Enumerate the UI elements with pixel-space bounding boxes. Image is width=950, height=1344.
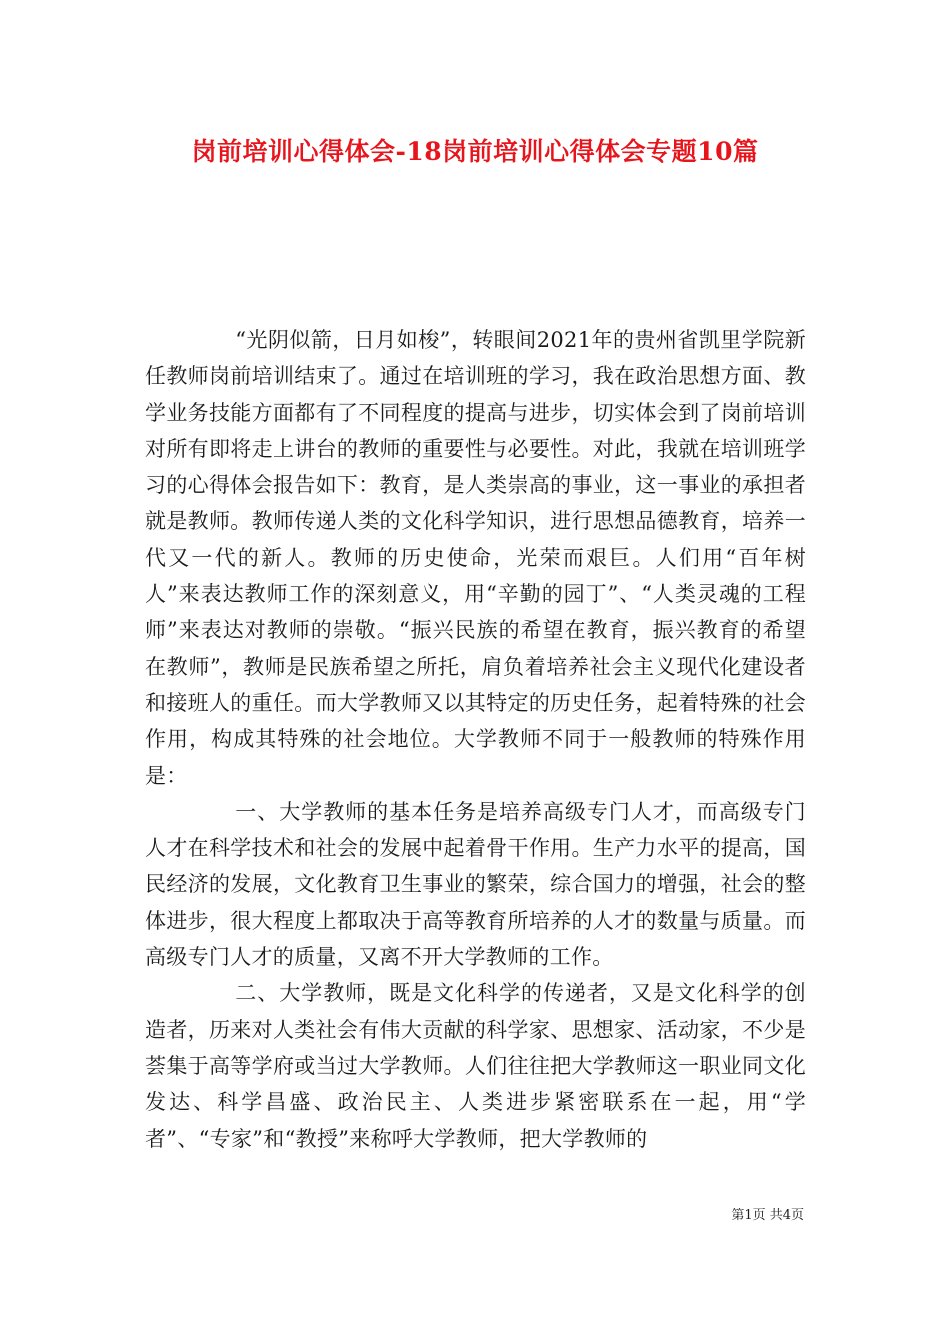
paragraph-intro: “光阴似箭，日月如梭”，转眼间2021年的贵州省凯里学院新任教师岗前培训结束了。通过在培训班的学习，我在政治思想方面、教学业务技能方面都有了不同程度的提高与进步，切实体会到了岗前培训对所有即将走上讲台的教师的重要性与必要性。对此，我就在培训班学习的心得体会报告如下：教育，是人类崇高的事业，这一事业的承担者就是教师。教师传递人类的文化科学知识，进行思想品德教育，培养一代又一代的新人。教师的历史使命，光荣而艰巨。人们用“百年树人”来表达教师工作的深刻意义，用“辛勤的园丁”、“人类灵魂的工程师”来表达对教师的崇敬。“振兴民族的希望在教育，振兴教育的希望在教师”，教师是民族希望之所托，肩负着培养社会主义现代化建设者和接班人的重任。而大学教师又以其特定的历史任务，起着特殊的社会作用，构成其特殊的社会地位。大学教师不同于一般教师的特殊作用是： [145, 328, 806, 788]
page-number-footer: 第1页 共4页 [731, 1208, 804, 1223]
paragraph-point-one: 一、大学教师的基本任务是培养高级专门人才，而高级专门人才在科学技术和社会的发展中起着骨干作用。生产力水平的提高，国民经济的发展，文化教育卫生事业的繁荣，综合国力的增强，社会的整体进步，很大程度上都取决于高等教育所培养的人才的数量与质量。而高级专门人才的质量，又离不开大学教师的工作。 [145, 799, 806, 970]
document-title: 岗前培训心得体会-18岗前培训心得体会专题10篇 [191, 137, 759, 166]
document-body [145, 322, 806, 1157]
paragraph-point-two: 二、大学教师，既是文化科学的传递者，又是文化科学的创造者，历来对人类社会有伟大贡献的科学家、思想家、活动家，不少是荟集于高等学府或当过大学教师。人们往往把大学教师这一职业同文化发达、科学昌盛、政治民主、人类进步紧密联系在一起，用“学者”、“专家”和“教授”来称呼大学教师，把大学教师的 [145, 981, 806, 1151]
